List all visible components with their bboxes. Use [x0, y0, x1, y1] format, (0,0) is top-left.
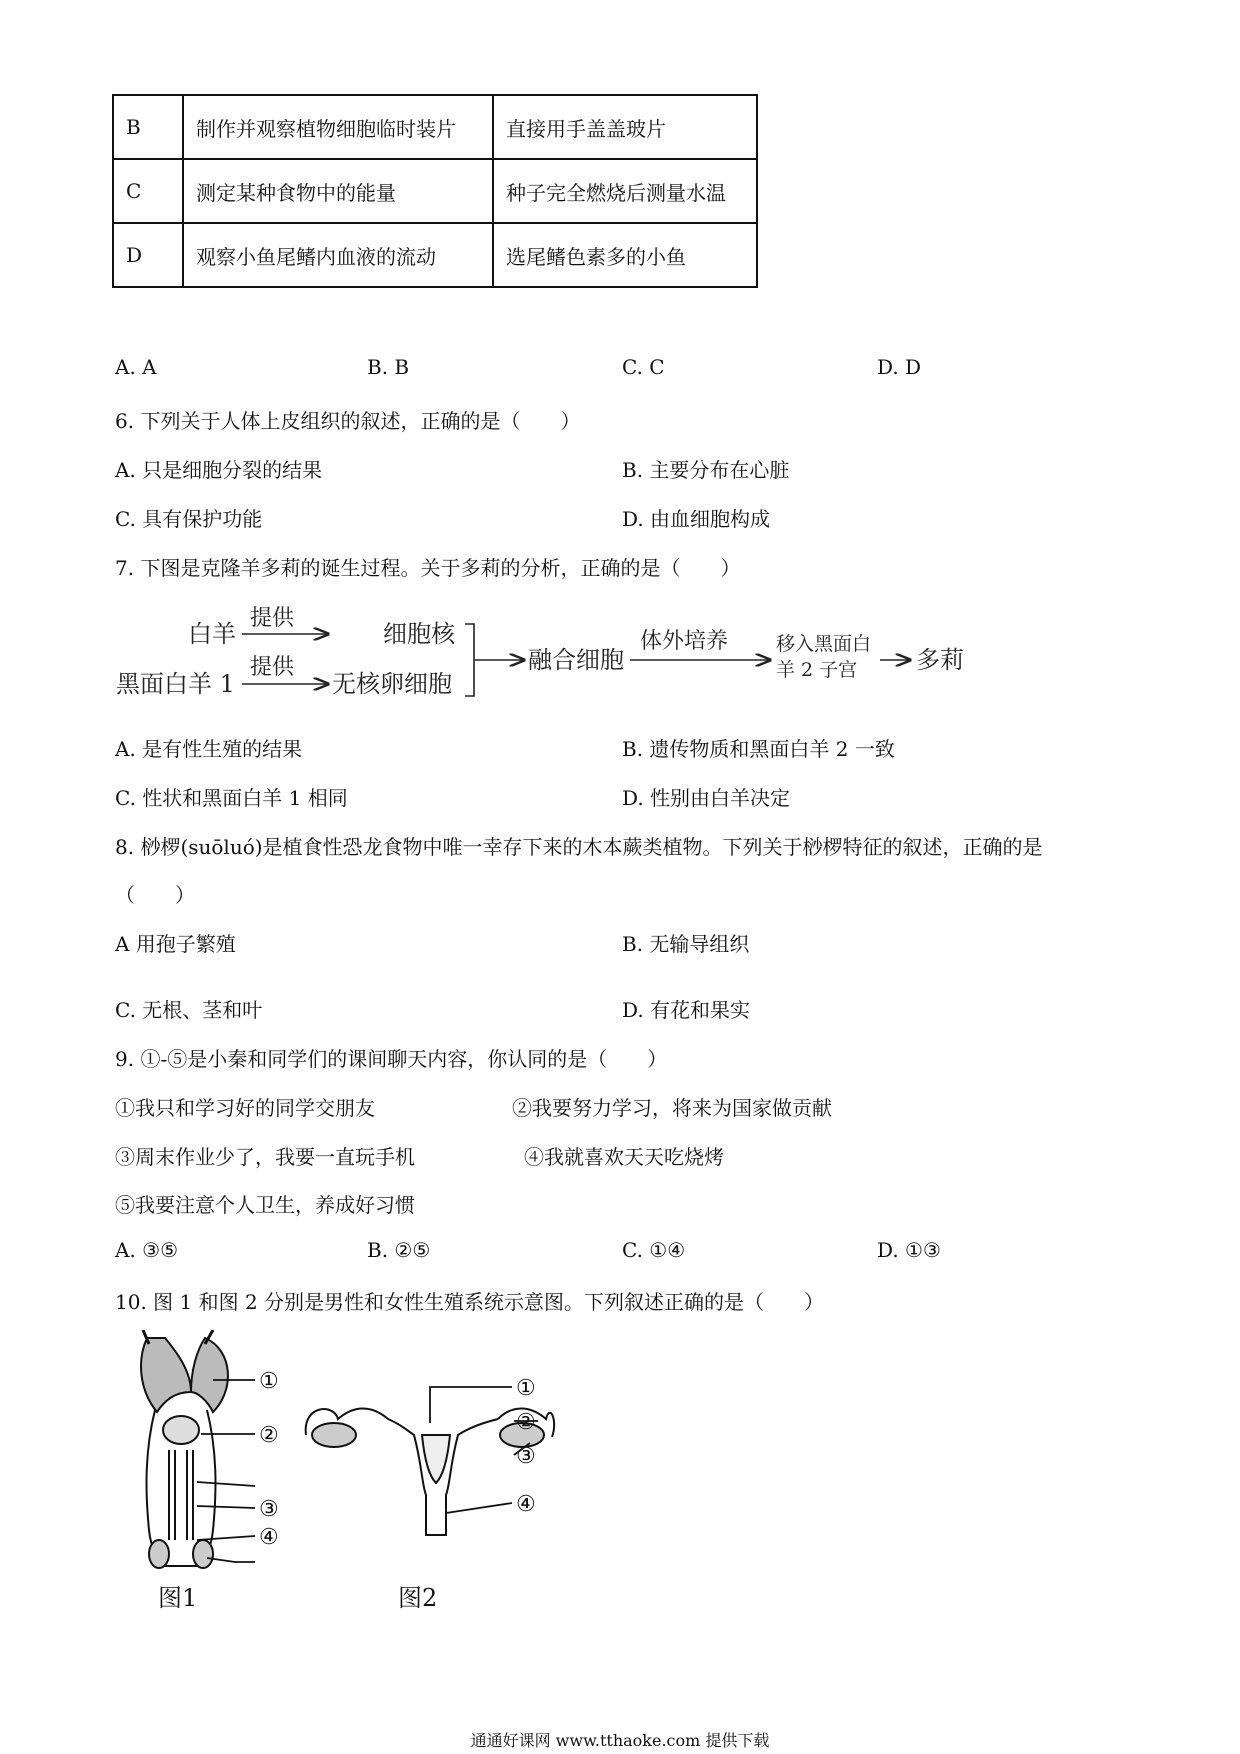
q8-option-b[interactable]: B. 无输导组织 [622, 932, 750, 956]
blackface-sheep-1-label: 黑面白羊 1 [116, 670, 235, 698]
white-sheep-label: 白羊 [188, 620, 236, 648]
q9-item-5: ⑤我要注意个人卫生，养成好习惯 [115, 1193, 415, 1217]
q9-item-1: ①我只和学习好的同学交朋友 [115, 1096, 375, 1120]
q6-option-a[interactable]: A. 只是细胞分裂的结果 [115, 458, 323, 482]
table-row [113, 159, 757, 223]
enucleated-egg-label: 无核卵细胞 [332, 670, 452, 698]
bracket [465, 624, 482, 696]
question-7-stem: 7. 下图是克隆羊多莉的诞生过程。关于多莉的分析，正确的是（ ） [115, 556, 741, 580]
q5-option-a[interactable]: A. A [115, 355, 157, 379]
fig1-label-2: ② [259, 1423, 279, 1448]
q9-option-b[interactable]: B. ②⑤ [367, 1238, 431, 1262]
page-footer: 通通好课网 www.tthaoke.com 提供下载 [470, 1731, 770, 1750]
q7-option-d[interactable]: D. 性别由白羊决定 [622, 786, 791, 810]
table-cell: 直接用手盖盖玻片 [493, 95, 757, 159]
q9-option-a[interactable]: A. ③⑤ [115, 1238, 179, 1262]
fig1-label-3: ③ [259, 1497, 279, 1522]
q7-option-a[interactable]: A. 是有性生殖的结果 [115, 737, 303, 761]
fig1-label-4: ④ [259, 1525, 279, 1550]
experiment-table [112, 94, 758, 288]
provide-label-1: 提供 [250, 606, 295, 631]
q9-item-3: ③周末作业少了，我要一直玩手机 [115, 1145, 415, 1169]
in-vitro-culture-label: 体外培养 [640, 629, 729, 654]
nucleus-label: 细胞核 [383, 620, 455, 648]
provide-label-2: 提供 [250, 655, 295, 680]
question-9-stem: 9. ①-⑤是小秦和同学们的课间聊天内容，你认同的是（ ） [115, 1047, 668, 1071]
q9-option-c[interactable]: C. ①④ [622, 1238, 686, 1262]
male-reproductive-system-figure [135, 1330, 305, 1600]
q6-option-b[interactable]: B. 主要分布在心脏 [622, 458, 790, 482]
question-8-stem: 8. 桫椤(suōluó)是植食性恐龙食物中唯一幸存下来的木本蕨类植物。下列关于桫椤特征的叙述，正确的是 [115, 835, 1043, 859]
q7-option-c[interactable]: C. 性状和黑面白羊 1 相同 [115, 786, 348, 810]
q7-option-b[interactable]: B. 遗传物质和黑面白羊 2 一致 [622, 737, 895, 761]
q9-item-2: ②我要努力学习，将来为国家做贡献 [512, 1096, 832, 1120]
dolly-cloning-diagram [110, 600, 970, 710]
table-row [113, 223, 757, 287]
q8-option-c[interactable]: C. 无根、茎和叶 [115, 998, 263, 1022]
figure-2-caption: 图2 [398, 1584, 438, 1612]
q6-option-d[interactable]: D. 由血细胞构成 [622, 507, 771, 531]
fig2-label-2: ② [516, 1410, 536, 1435]
female-reproductive-system-figure [298, 1375, 558, 1545]
q9-option-d[interactable]: D. ①③ [877, 1238, 941, 1262]
transfer-label-line1: 移入黑面白 [776, 633, 872, 655]
fused-cell-label: 融合细胞 [528, 646, 624, 674]
q5-option-d[interactable]: D. D [877, 355, 922, 379]
table-cell: D [113, 223, 183, 287]
q5-option-c[interactable]: C. C [622, 355, 665, 379]
table-cell: B [113, 95, 183, 159]
question-6-stem: 6. 下列关于人体上皮组织的叙述，正确的是（ ） [115, 409, 581, 433]
table-cell: 测定某种食物中的能量 [183, 159, 493, 223]
fig2-label-4: ④ [516, 1492, 536, 1517]
question-10-stem: 10. 图 1 和图 2 分别是男性和女性生殖系统示意图。下列叙述正确的是（ ） [115, 1290, 825, 1314]
table-cell: 种子完全燃烧后测量水温 [493, 159, 757, 223]
fig2-label-3: ③ [516, 1444, 536, 1469]
question-8-stem-cont: （ ） [115, 883, 195, 907]
q5-option-b[interactable]: B. B [367, 355, 410, 379]
fig1-label-1: ① [259, 1369, 279, 1394]
figure-1-caption: 图1 [158, 1584, 198, 1612]
transfer-label-line2: 羊 2 子宫 [776, 659, 858, 681]
fig2-label-1: ① [516, 1376, 536, 1401]
table-row [113, 95, 757, 159]
dolly-label: 多莉 [916, 646, 964, 674]
q6-option-c[interactable]: C. 具有保护功能 [115, 507, 263, 531]
table-cell: C [113, 159, 183, 223]
table-cell: 观察小鱼尾鳍内血液的流动 [183, 223, 493, 287]
q8-option-d[interactable]: D. 有花和果实 [622, 998, 751, 1022]
table-cell: 选尾鳍色素多的小鱼 [493, 223, 757, 287]
table-cell: 制作并观察植物细胞临时装片 [183, 95, 493, 159]
q8-option-a[interactable]: A 用孢子繁殖 [115, 932, 236, 956]
q9-item-4: ④我就喜欢天天吃烧烤 [524, 1145, 724, 1169]
